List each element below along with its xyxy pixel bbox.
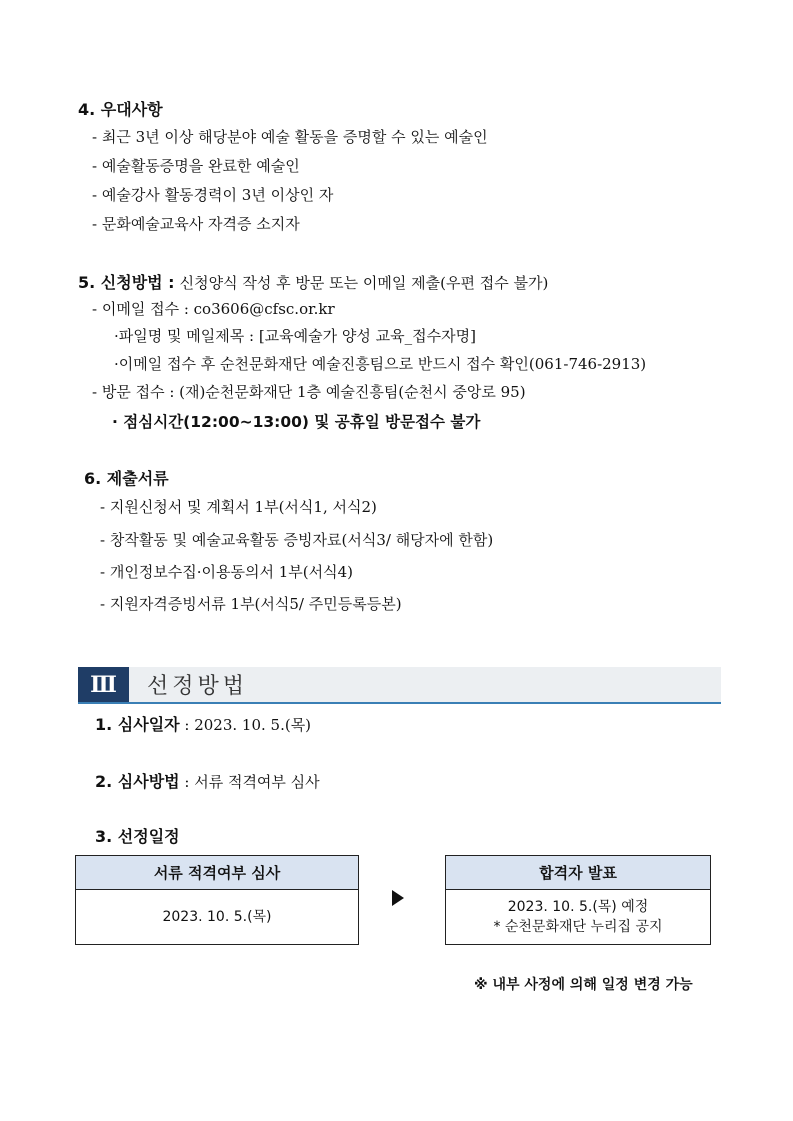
email-submission: - 이메일 접수 : co3606@cfsc.or.kr: [92, 300, 335, 318]
review-method-value: : 서류 적격여부 심사: [179, 773, 320, 791]
schedule-box-review: [75, 855, 359, 945]
document-item: - 지원신청서 및 계획서 1부(서식1, 서식2): [100, 498, 377, 516]
arrow-right-icon: [392, 890, 404, 906]
section-3-number: Ⅲ: [78, 667, 129, 702]
selection-schedule-title: 3. 선정일정: [95, 827, 180, 846]
schedule-box-announcement-body: [446, 890, 710, 944]
preference-item: - 예술활동증명을 완료한 예술인: [92, 157, 300, 175]
schedule-box-review-head: 서류 적격여부 심사: [76, 856, 358, 890]
document-item: - 개인정보수집·이용동의서 1부(서식4): [100, 563, 354, 581]
announcement-notice-text: * 순천문화재단 누리집 공지: [493, 919, 663, 935]
review-date-value: : 2023. 10. 5.(목): [179, 716, 312, 734]
announcement-date-text: 2023. 10. 5.(목) 예정: [507, 899, 649, 915]
section-5-heading: [78, 270, 548, 293]
preference-item: - 최근 3년 이상 해당분야 예술 활동을 증명할 수 있는 예술인: [92, 128, 488, 146]
schedule-box-review-body: [76, 890, 358, 944]
schedule-change-note: ※ 내부 사정에 의해 일정 변경 가능: [474, 977, 693, 993]
review-date: [95, 712, 311, 735]
preference-item: - 예술강사 활동경력이 3년 이상인 자: [92, 186, 334, 204]
section-5-title: 5. 신청방법 :: [78, 273, 175, 292]
review-method: [95, 769, 320, 792]
document-item: - 지원자격증빙서류 1부(서식5/ 주민등록등본): [100, 595, 402, 613]
visit-note: · 점심시간(12:00~13:00) 및 공휴일 방문접수 불가: [112, 413, 481, 431]
preference-item: - 문화예술교육사 자격증 소지자: [92, 215, 300, 233]
review-date-label: 1. 심사일자: [95, 715, 180, 734]
visit-submission: - 방문 접수 : (재)순천문화재단 1층 예술진흥팀(순천시 중앙로 95): [92, 383, 526, 401]
email-subitem: ·파일명 및 메일제목 : [교육예술가 양성 교육_접수자명]: [114, 327, 476, 345]
document-item: - 창작활동 및 예술교육활동 증빙자료(서식3/ 해당자에 한함): [100, 531, 494, 549]
section-3-title: 선정방법: [147, 674, 249, 699]
section-6-title: 6. 제출서류: [84, 469, 169, 488]
schedule-box-announcement-head: 합격자 발표: [446, 856, 710, 890]
schedule-box-announcement: [445, 855, 711, 945]
email-subitem: ·이메일 접수 후 순천문화재단 예술진흥팀으로 반드시 접수 확인(061-746-2913): [114, 355, 647, 373]
review-method-label: 2. 심사방법: [95, 772, 180, 791]
section-4-title: 4. 우대사항: [78, 100, 163, 119]
section-5-desc: 신청양식 작성 후 방문 또는 이메일 제출(우편 접수 불가): [179, 274, 549, 292]
review-date-text: 2023. 10. 5.(목): [162, 909, 272, 925]
